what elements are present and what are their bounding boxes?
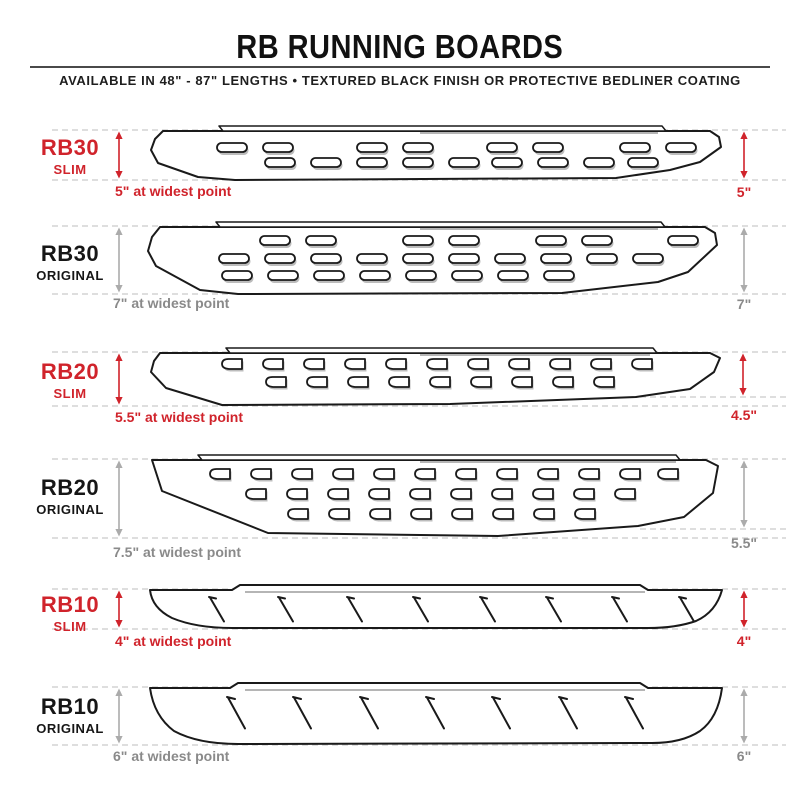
- height-dimension-rb20-slim: 4.5": [730, 407, 758, 423]
- variant-name: ORIGINAL: [36, 502, 104, 517]
- label-rb30-original: [20, 243, 120, 282]
- variant-name: SLIM: [53, 386, 87, 401]
- label-rb20-original: [20, 477, 120, 516]
- variant-name: ORIGINAL: [36, 268, 104, 283]
- height-dimension-rb30-slim: 5": [736, 184, 752, 200]
- variant-name: ORIGINAL: [36, 721, 104, 736]
- widest-point-caption-rb30-original: 7" at widest point: [113, 295, 230, 311]
- rb10-slim-board-drawing: [150, 585, 722, 628]
- model-name: RB20: [40, 475, 100, 500]
- label-rb30-slim: [20, 137, 120, 176]
- label-rb10-slim: [20, 594, 120, 633]
- widest-point-caption-rb20-slim: 5.5" at widest point: [115, 409, 243, 425]
- rb30-slim-board-drawing: [151, 126, 721, 180]
- label-rb10-original: [20, 696, 120, 735]
- rb20-slim-board-drawing: [151, 348, 720, 405]
- height-dimension-rb10-slim: 4": [736, 633, 752, 649]
- widest-point-caption-rb30-slim: 5" at widest point: [115, 183, 232, 199]
- widest-point-caption-rb10-slim: 4" at widest point: [115, 633, 232, 649]
- model-name: RB20: [40, 359, 100, 384]
- model-name: RB30: [40, 241, 100, 266]
- height-dimension-rb20-original: 5.5": [730, 535, 758, 551]
- model-name: RB10: [40, 592, 100, 617]
- variant-name: SLIM: [53, 162, 87, 177]
- widest-point-caption-rb10-original: 6" at widest point: [113, 748, 230, 764]
- rb20-original-board-drawing: [152, 455, 718, 536]
- page-subtitle: AVAILABLE IN 48" - 87" LENGTHS • TEXTURED BLACK FINISH OR PROTECTIVE BEDLINER COATING: [59, 73, 741, 88]
- height-dimension-rb30-original: 7": [736, 296, 752, 312]
- label-rb20-slim: [20, 361, 120, 400]
- variant-name: SLIM: [53, 619, 87, 634]
- widest-point-caption-rb20-original: 7.5" at widest point: [113, 544, 241, 560]
- height-dimension-rb10-original: 6": [736, 748, 752, 764]
- rb30-original-board-drawing: [148, 222, 717, 294]
- page-title-text: RB RUNNING BOARDS: [236, 28, 564, 65]
- rb10-original-board-drawing: [150, 683, 722, 744]
- model-name: RB10: [40, 694, 100, 719]
- model-name: RB30: [40, 135, 100, 160]
